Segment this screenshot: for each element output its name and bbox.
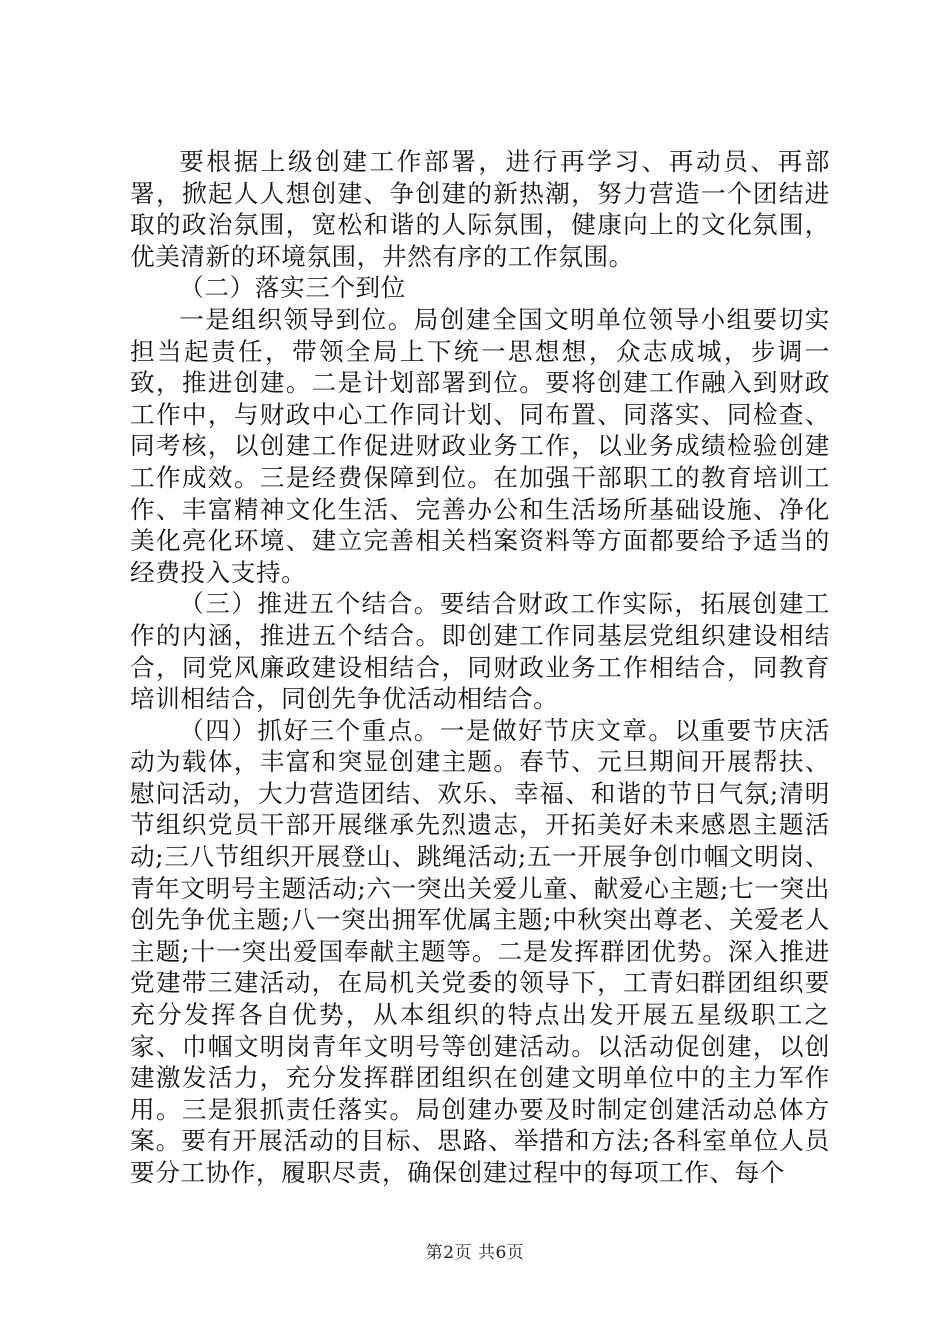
- paragraph-three-in-place: 一是组织领导到位。局创建全国文明单位领导小组要切实担当起责任，带领全局上下统一思想想，众志成城，步调一致，推进创建。二是计划部署到位。要将创建工作融入到财政工作中，与财政中心工作同计划、同布置、同落实、同检查、同考核，以创建工作促进财政业务工作，以业务成绩检验创建工作成效。三是经费保障到位。在加强干部职工的教育培训工作、丰富精神文化生活、完善办公和生活场所基础设施、净化美化亮化环境、建立完善相关档案资料等方面都要给予适当的经费投入支持。: [130, 304, 830, 587]
- paragraph-atmosphere: 要根据上级创建工作部署，进行再学习、再动员、再部署，掀起人人想创建、争创建的新热潮，努力营造一个团结进取的政治氛围，宽松和谐的人际氛围，健康向上的文化氛围，优美清新的环境氛围，井然有序的工作氛围。: [130, 147, 830, 271]
- paragraph-five-combinations: （三）推进五个结合。要结合财政工作实际，拓展创建工作的内涵，推进五个结合。即创建工作同基层党组织建设相结合，同党风廉政建设相结合，同财政业务工作相结合，同教育培训相结合，同创先争优活动相结合。: [130, 589, 830, 714]
- section-heading-three-in-place: （二）落实三个到位: [179, 273, 406, 303]
- document-body: [130, 146, 830, 1189]
- page-footer: 第2页 共6页: [425, 1243, 525, 1263]
- paragraph-three-key-points: （四）抓好三个重点。一是做好节庆文章。以重要节庆活动为载体，丰富和突显创建主题。春节、元旦期间开展帮扶、慰问活动，大力营造团结、欢乐、幸福、和谐的节日气氛;清明节组织党员干部开展继承先烈遗志，开拓美好未来感恩主题活动;三八节组织开展登山、跳绳活动;五一开展争创巾帼文明岗、青年文明号主题活动;六一突出关爱儿童、献爱心主题;七一突出创先争优主题;八一突出拥军优属主题;中秋突出尊老、关爱老人主题;十一突出爱国奉献主题等。二是发挥群团优势。深入推进党建带三建活动，在局机关党委的领导下，工青妇群团组织要充分发挥各自优势，从本组织的特点出发开展五星级职工之家、巾帼文明岗青年文明号等创建活动。以活动促创建，以创建激发活力，充分发挥群团组织在创建文明单位中的主力军作用。三是狠抓责任落实。局创建办要及时制定创建活动总体方案。要有开展活动的目标、思路、举措和方法;各科室单位人员要分工协作，履职尽责，确保创建过程中的每项工作、每个: [130, 715, 830, 1187]
